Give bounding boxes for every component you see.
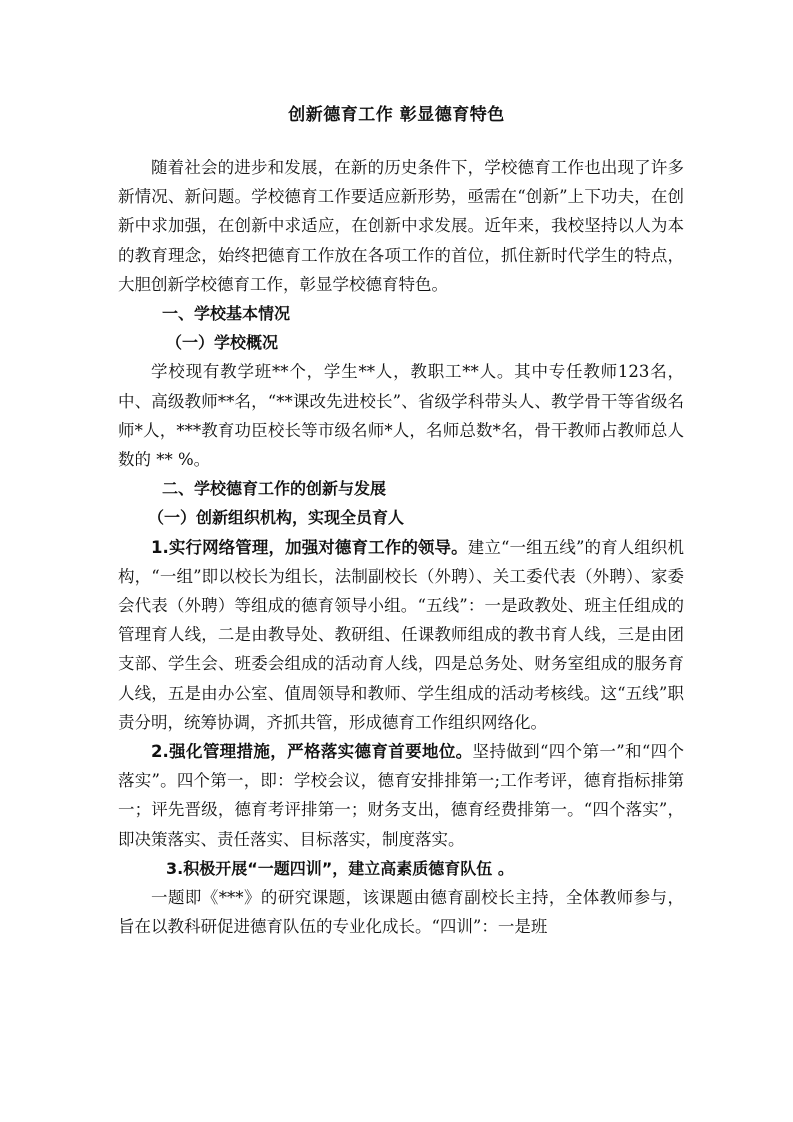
subsection-heading-organization: （一）创新组织机构，实现全员育人: [148, 508, 405, 528]
section-heading-basic-info: 一、学校基本情况: [162, 304, 291, 324]
item2-lead: 2.强化管理措施，严格落实德育首要地位。: [151, 742, 473, 762]
item1-lead: 1.实行网络管理，加强对德育工作的领导。: [151, 537, 468, 557]
item3-paragraph: 一题即《***》的研究课题，该课题由德育副校长主持，全体教师参与，旨在以教科研促进德育队伍的专业化成长。“四训”：一是班: [118, 888, 684, 937]
item2-paragraph: [118, 737, 684, 854]
document-title: 创新德育工作 彰显德育特色: [288, 105, 505, 125]
item1-text: 建立“一组五线”的育人组织机构，“一组”即以校长为组长，法制副校长（外聘）、关工委代表（外聘）、家委会代表（外聘）等组成的德育领导小组。“五线”：一是政教处、班主任组成的管理育人线，二是由教导处、教研组、任课教师组成的教书育人线，三是由团支部、学生会、班委会组成的活动育人线，四是总务处、财务室组成的服务育人线，五是由办公室、值周领导和教师、学生组成的活动考核线。这“五线”职责分明，统筹协调，齐抓共管，形成德育工作组织网络化。: [118, 537, 685, 732]
intro-paragraph: 随着社会的进步和发展，在新的历史条件下，学校德育工作也出现了许多新情况、新问题。学校德育工作要适应新形势，亟需在“创新”上下功夫，在创新中求加强，在创新中求适应，在创新中求发展。近年来，我校坚持以人为本的教育理念，始终把德育工作放在各项工作的首位，抓住新时代学生的特点，大胆创新学校德育工作，彰显学校德育特色。: [118, 158, 684, 294]
item3-heading: 3.积极开展“一题四训”，建立高素质德育队伍 。: [166, 858, 514, 878]
subsection-heading-overview: （一）学校概况: [166, 333, 279, 353]
overview-paragraph: 学校现有教学班**个，学生**人，教职工**人。其中专任教师123名，中、高级教师**名，“**课改先进校长”、省级学科带头人、教学骨干等省级名师*人，***教育功臣校长等市级名师*人，名师总数*名，骨干教师占教师总人数的 ** %。: [118, 362, 684, 470]
item1-paragraph: [118, 533, 684, 737]
item2-text: 坚持做到“四个第一”和“四个落实”。四个第一，即：学校会议，德育安排排第一;工作考评，德育指标排第一；评先晋级，德育考评排第一；财务支出，德育经费排第一。“四个落实”，即决策落实、责任落实、目标落实，制度落实。: [118, 742, 684, 849]
section-heading-innovation: 二、学校德育工作的创新与发展: [162, 479, 387, 499]
document-body: [118, 153, 684, 941]
